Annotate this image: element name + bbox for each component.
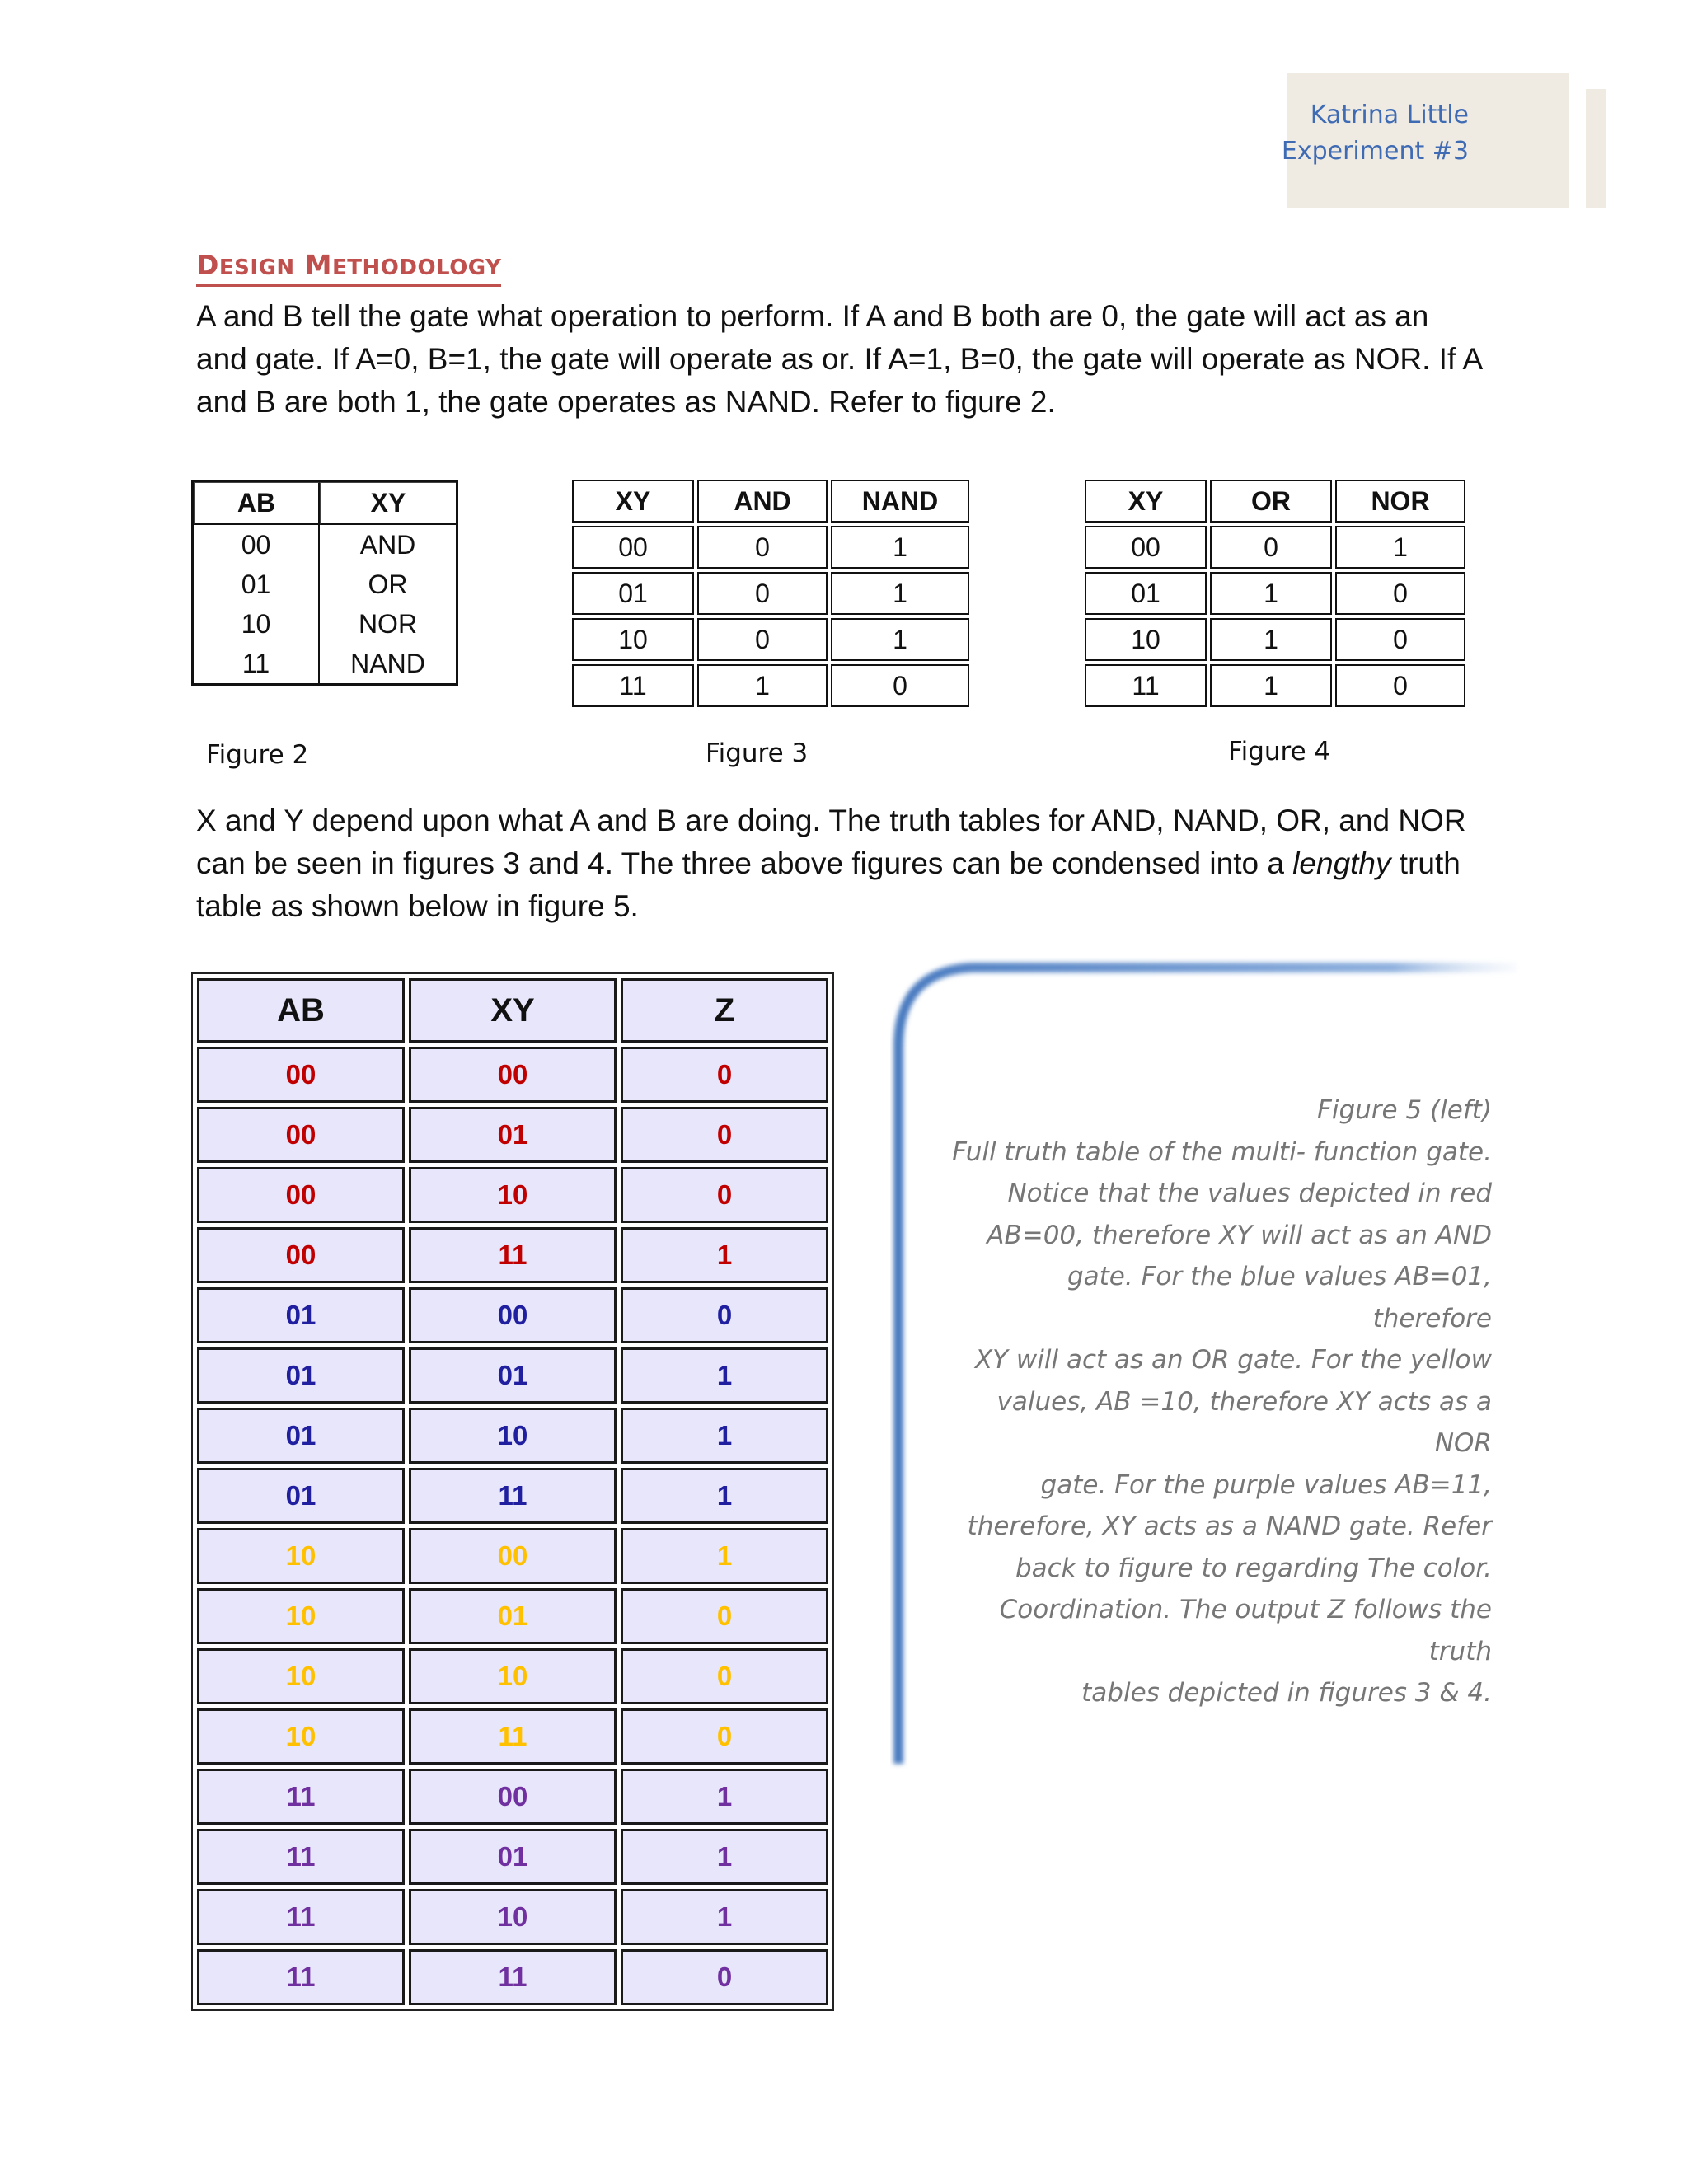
- table-cell: 0: [621, 1588, 828, 1644]
- table-cell: 11: [197, 1829, 405, 1885]
- table-cell: 1: [1210, 664, 1332, 707]
- table-row: [197, 1167, 828, 1223]
- table-cell: 10: [197, 1588, 405, 1644]
- table-cell: 0: [621, 1107, 828, 1163]
- column-header: Z: [621, 978, 828, 1043]
- table-cell: 1: [621, 1227, 828, 1283]
- table-cell: 0: [621, 1047, 828, 1103]
- table-row: [197, 1107, 828, 1163]
- table-cell: 1: [621, 1408, 828, 1464]
- table-row: [194, 525, 456, 565]
- table-row: [197, 1347, 828, 1404]
- table-row: [197, 1588, 828, 1644]
- table-row: [197, 1287, 828, 1343]
- column-header: XY: [572, 480, 694, 523]
- table-cell: 11: [197, 1949, 405, 2005]
- table-row: [194, 604, 456, 644]
- table-cell: 01: [409, 1347, 617, 1404]
- table-cell: 01: [197, 1347, 405, 1404]
- table-row: [197, 1889, 828, 1945]
- section-title: DESIGN METHODOLOGY: [196, 249, 501, 287]
- column-header: XY: [320, 482, 456, 525]
- table-cell: 1: [831, 572, 969, 615]
- table-cell: 10: [409, 1648, 617, 1704]
- table-header-row: [197, 978, 828, 1043]
- table-cell: NOR: [358, 608, 418, 639]
- table-cell: 00: [572, 526, 694, 569]
- table-cell: 10: [409, 1167, 617, 1223]
- table-header-row: [194, 482, 456, 525]
- table-cell: 10: [1085, 618, 1207, 661]
- table-cell: 00: [409, 1287, 617, 1343]
- column-header: OR: [1210, 480, 1332, 523]
- table-cell: OR: [368, 569, 408, 599]
- table-cell: 10: [409, 1889, 617, 1945]
- author-name: Katrina Little: [1310, 101, 1469, 129]
- table-row: [197, 1708, 828, 1765]
- table-row: [197, 1528, 828, 1584]
- table-row: [197, 1408, 828, 1464]
- column-header: XY: [409, 978, 617, 1043]
- table-row: [197, 1648, 828, 1704]
- table-cell: 0: [1335, 572, 1465, 615]
- table-cell: 11: [409, 1468, 617, 1524]
- table-row: [194, 565, 456, 604]
- table-cell: 01: [197, 1408, 405, 1464]
- table-row: [197, 1949, 828, 2005]
- table-cell: 00: [197, 1047, 405, 1103]
- table-row: [197, 1829, 828, 1885]
- table-cell: 11: [197, 1769, 405, 1825]
- table-cell: 1: [831, 526, 969, 569]
- table-cell: 01: [409, 1829, 617, 1885]
- table-cell: NAND: [350, 648, 425, 678]
- table-cell: 10: [197, 1528, 405, 1584]
- condensed-paragraph: X and Y depend upon what A and B are doing. The truth tables for AND, NAND, OR, and NOR can be seen in figures 3 and 4. The three above figures can be condensed into a lengthy truth table as shown below in figure 5.: [196, 804, 1466, 923]
- table-cell: 10: [409, 1408, 617, 1464]
- table-row: [1085, 572, 1465, 615]
- table-cell: 11: [572, 664, 694, 707]
- figure5-caption: Figure 5 (left) Full truth table of the multi- function gate. Notice that the values depicted in red AB=00, therefore XY will act as an AND gate. For the blue values AB=01, therefore XY will act as an OR gate. For the yellow values, AB =10, therefore XY acts as a NOR gate. For the purple values AB=11, therefore, XY acts as a NAND gate. Refer back to figure to regarding The color. Coordination. The output Z follows the truth tables depicted in figures 3 & 4.: [952, 1095, 1492, 1708]
- table-cell: 11: [197, 1889, 405, 1945]
- table-cell: 0: [697, 526, 828, 569]
- figure3-table: [569, 476, 973, 710]
- table-row: [1085, 664, 1465, 707]
- table-row: [197, 1769, 828, 1825]
- table-cell: 11: [409, 1949, 617, 2005]
- table-cell: 0: [1335, 664, 1465, 707]
- column-header: XY: [1085, 480, 1207, 523]
- table-cell: 1: [621, 1889, 828, 1945]
- table-cell: 0: [621, 1287, 828, 1343]
- table-row: [197, 1468, 828, 1524]
- table-cell: 0: [1335, 618, 1465, 661]
- table-cell: 00: [197, 1167, 405, 1223]
- column-header: AB: [197, 978, 405, 1043]
- figure2-label: Figure 2: [206, 740, 309, 770]
- table-cell: 11: [194, 644, 320, 683]
- table-row: [1085, 618, 1465, 661]
- table-row: [572, 526, 969, 569]
- table-cell: 1: [1210, 572, 1332, 615]
- table-row: [197, 1047, 828, 1103]
- table-cell: 10: [194, 604, 320, 644]
- table-cell: 1: [697, 664, 828, 707]
- table-cell: 0: [697, 572, 828, 615]
- table-cell: 0: [621, 1949, 828, 2005]
- table-cell: 00: [197, 1107, 405, 1163]
- methodology-paragraph: A and B tell the gate what operation to perform. If A and B both are 0, the gate will act as an and gate. If A=0, B=1, the gate will operate as or. If A=1, B=0, the gate will operate as NOR. If A and B are both 1, the gate operates as NAND. Refer to figure 2.: [196, 299, 1482, 419]
- column-header: AB: [194, 482, 320, 525]
- table-cell: 0: [697, 618, 828, 661]
- table-cell: 1: [621, 1528, 828, 1584]
- table-cell: 11: [1085, 664, 1207, 707]
- table-cell: 11: [409, 1227, 617, 1283]
- table-cell: 00: [194, 525, 320, 565]
- column-header: NOR: [1335, 480, 1465, 523]
- table-cell: 0: [831, 664, 969, 707]
- table-cell: 0: [621, 1648, 828, 1704]
- table-cell: 1: [621, 1468, 828, 1524]
- table-cell: 00: [409, 1528, 617, 1584]
- table-cell: 1: [621, 1347, 828, 1404]
- table-header-row: [572, 480, 969, 523]
- table-cell: 11: [409, 1708, 617, 1765]
- table-header-row: [1085, 480, 1465, 523]
- table-cell: 00: [197, 1227, 405, 1283]
- table-cell: 1: [621, 1769, 828, 1825]
- table-row: [572, 618, 969, 661]
- figure3-label: Figure 3: [706, 738, 809, 768]
- table-cell: 01: [1085, 572, 1207, 615]
- table-cell: 10: [197, 1648, 405, 1704]
- table-cell: 01: [409, 1107, 617, 1163]
- experiment-number: Experiment #3: [1281, 137, 1469, 166]
- column-header: NAND: [831, 480, 969, 523]
- table-row: [194, 644, 456, 683]
- table-cell: 01: [572, 572, 694, 615]
- figure4-label: Figure 4: [1228, 737, 1331, 766]
- table-cell: 01: [194, 565, 320, 604]
- table-row: [1085, 526, 1465, 569]
- column-header: AND: [697, 480, 828, 523]
- table-cell: 0: [621, 1167, 828, 1223]
- table-cell: 01: [409, 1588, 617, 1644]
- header-accent-bar: [1586, 89, 1606, 208]
- table-cell: 0: [1210, 526, 1332, 569]
- table-row: [572, 664, 969, 707]
- table-row: [572, 572, 969, 615]
- table-cell: 1: [1210, 618, 1332, 661]
- figure5-truth-table: [191, 972, 834, 2011]
- table-cell: 00: [409, 1769, 617, 1825]
- figure4-table: [1081, 476, 1469, 710]
- table-cell: 01: [197, 1287, 405, 1343]
- table-cell: 1: [831, 618, 969, 661]
- table-cell: 1: [621, 1829, 828, 1885]
- table-cell: 00: [409, 1047, 617, 1103]
- table-cell: 01: [197, 1468, 405, 1524]
- table-cell: 0: [621, 1708, 828, 1765]
- figure2-table: [191, 480, 458, 686]
- table-cell: AND: [359, 529, 416, 560]
- table-cell: 10: [197, 1708, 405, 1765]
- table-cell: 00: [1085, 526, 1207, 569]
- table-cell: 1: [1335, 526, 1465, 569]
- table-row: [197, 1227, 828, 1283]
- table-cell: 10: [572, 618, 694, 661]
